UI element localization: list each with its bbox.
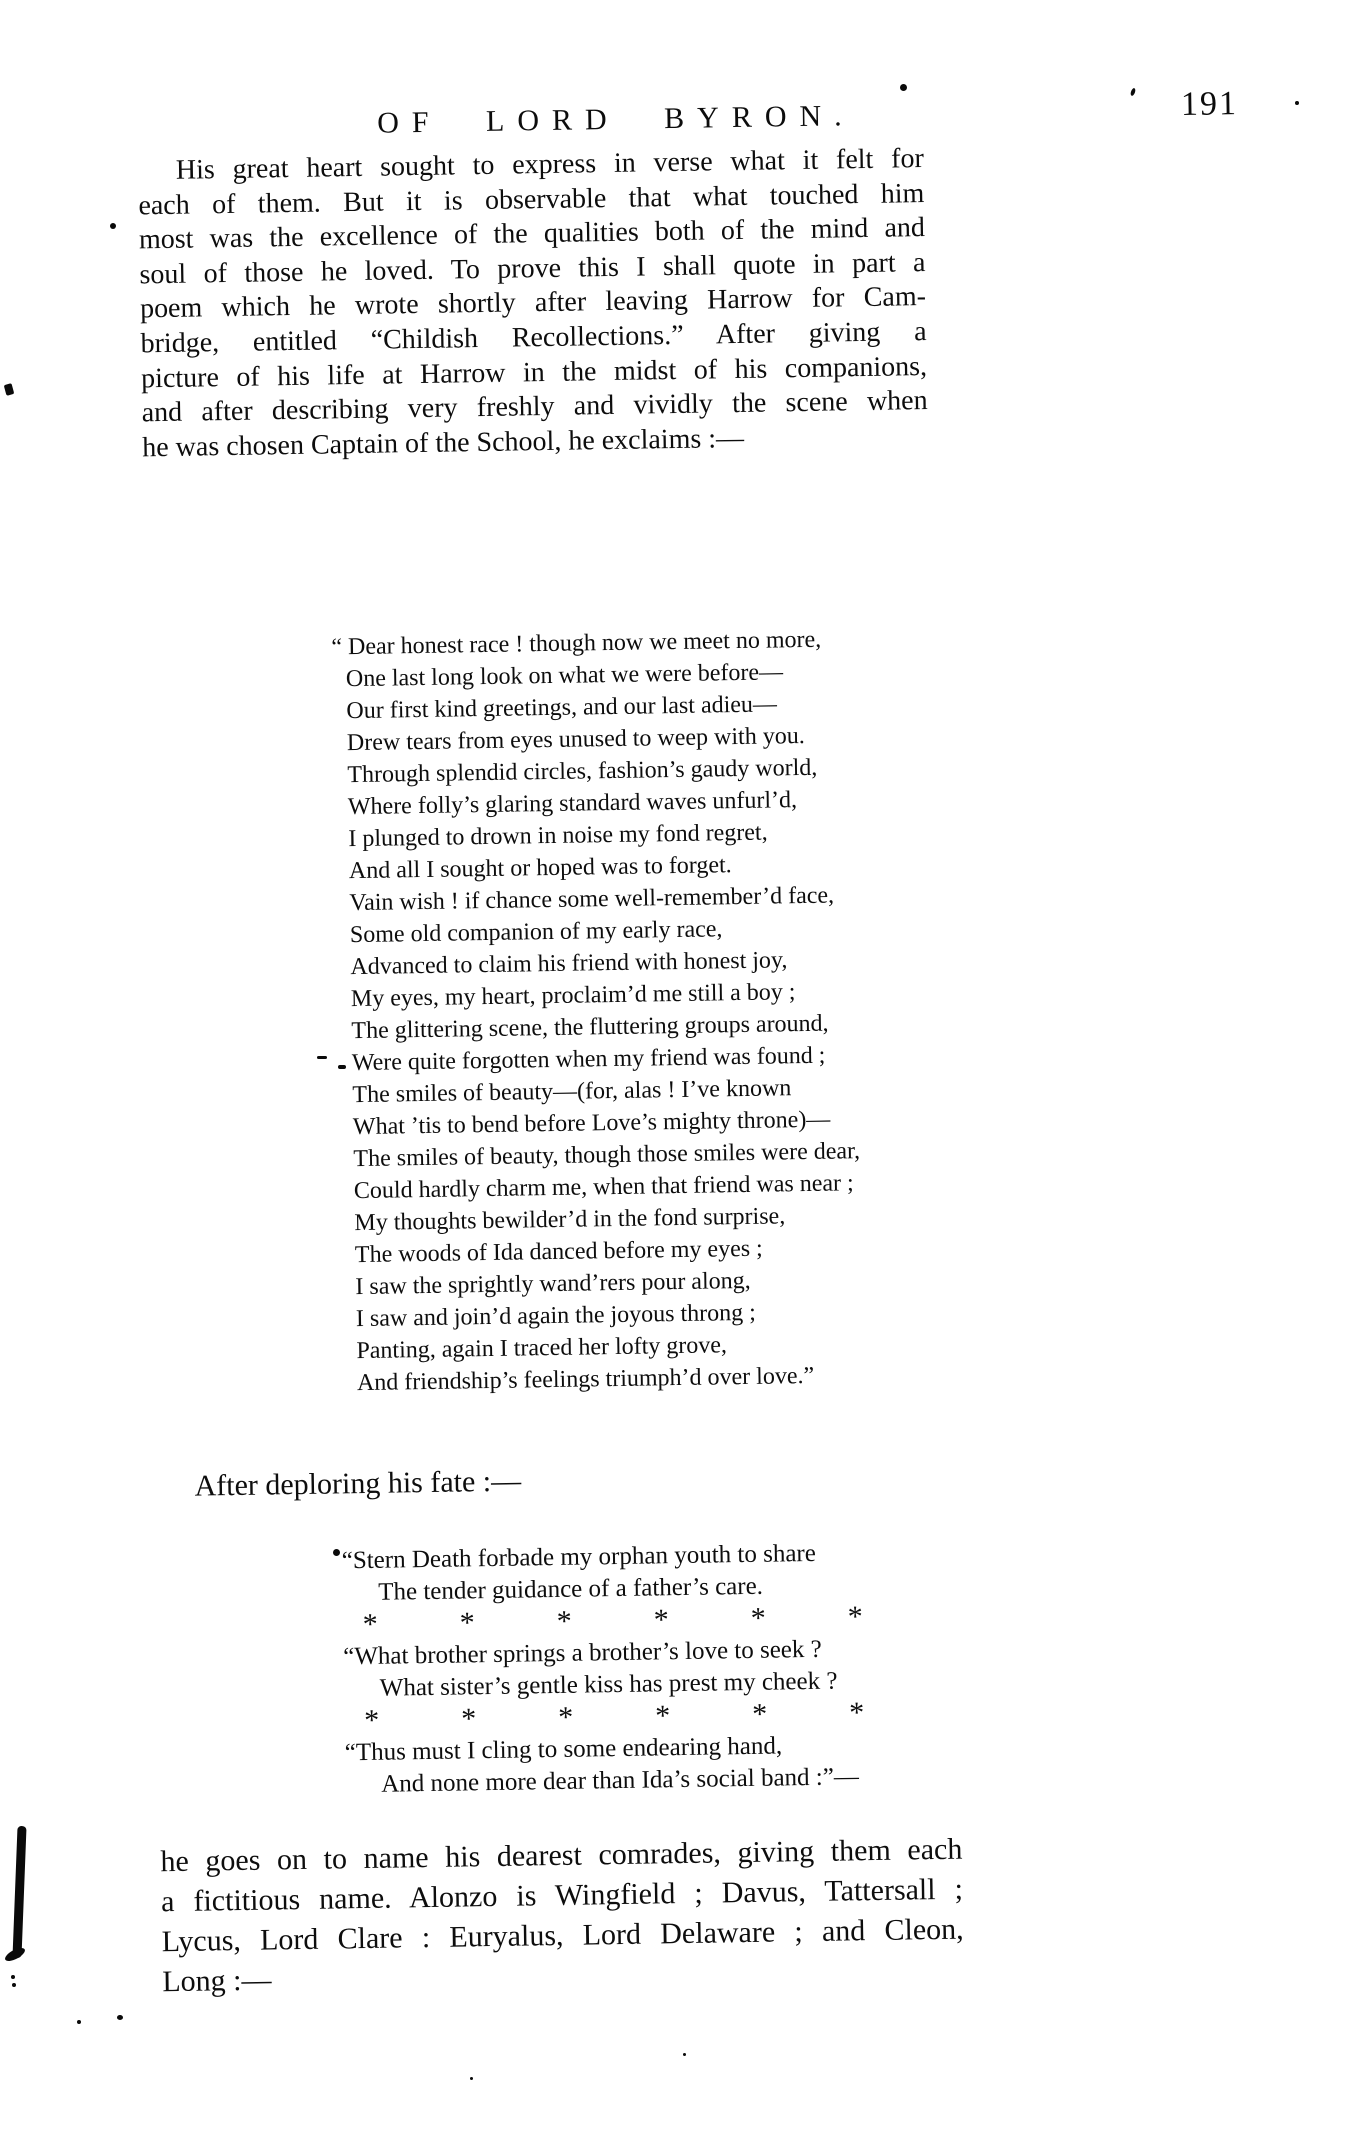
poem-childish-recollections [331, 623, 864, 1399]
poem-line: Were quite forgotten when my friend was found ; [351, 1042, 826, 1077]
paragraph-line: a fictitious name. Alonzo is Wingfield ; Davus, Tattersall ; [160, 1872, 964, 1919]
poem-line: And friendship’s feelings triumph’d over love.” [356, 1362, 815, 1397]
poem-line: My eyes, my heart, proclaim’d me still a boy ; [350, 979, 796, 1013]
opening-paragraph [138, 142, 929, 466]
ink-speck [900, 84, 907, 91]
ink-speck [77, 2020, 81, 2024]
poem-line: The woods of Ida danced before my eyes ; [354, 1235, 763, 1269]
verse-line: What sister’s gentle kiss has prest my cheek ? [379, 1667, 838, 1702]
stanza-stern-death [341, 1537, 863, 1609]
ink-speck [333, 1549, 340, 1556]
verse-line: “What brother springs a brother’s love to seek ? [343, 1635, 822, 1671]
asterisk: * [556, 1604, 572, 1638]
poem-line: And all I sought or hoped was to forget. [348, 852, 732, 885]
asterisk: * [847, 1600, 863, 1634]
paragraph-line: Lycus, Lord Clare : Euryalus, Lord Delaware ; and Cleon, [161, 1912, 964, 1959]
verse-line: “Thus must I cling to some endearing hand, [344, 1732, 783, 1767]
poem-line: “ Dear honest race ! though now we meet no more, [331, 626, 822, 661]
page-number: 191 [1180, 85, 1239, 123]
poem-line: What ’tis to bend before Love’s mighty throne)— [352, 1106, 831, 1141]
paragraph-line: bridge, entitled “Childish Recollections.” After giving a [140, 315, 927, 360]
ink-speck [1295, 101, 1299, 105]
paragraph-line: soul of those he loved. To prove this I shall quote in part a [139, 246, 926, 291]
poem-line: The smiles of beauty, though those smiles were dear, [353, 1138, 861, 1173]
poem-line: I saw and join’d again the joyous throng ; [355, 1299, 757, 1333]
poem-line: One last long look on what we were before— [345, 659, 784, 693]
running-header: OF LORD BYRON. [376, 99, 855, 140]
ink-speck [117, 2015, 123, 2020]
asterisk: * [459, 1606, 475, 1640]
verse-line: And none more dear than Ida’s social band :”— [381, 1763, 860, 1798]
stanza-what-brother [343, 1633, 864, 1705]
asterisk: * [363, 1703, 380, 1738]
ink-speck [11, 1975, 15, 1979]
ink-speck [12, 1983, 16, 1987]
poem-line: Where folly’s glaring standard waves unfurl’d, [347, 787, 798, 821]
poem-line: My thoughts bewilder’d in the fond surprise, [354, 1203, 786, 1237]
paragraph-line: most was the excellence of the qualities both of the mind and [138, 212, 926, 256]
paragraph-line: Long :— [162, 1963, 272, 1999]
poem-line: Our first kind greetings, and our last adieu— [346, 691, 778, 725]
poem-line: Through splendid circles, fashion’s gaudy world, [347, 754, 818, 789]
poem-line: Vain wish ! if chance some well-remember’d face, [349, 882, 835, 917]
asterisk: * [653, 1603, 669, 1637]
asterisk: * [460, 1702, 477, 1736]
poem-line: Drew tears from eyes unused to weep with you. [346, 722, 805, 757]
ink-speck [683, 2053, 686, 2056]
verse-line: The tender guidance of a father’s care. [378, 1572, 764, 1606]
paragraph-line: he goes on to name his dearest comrades, giving them each [160, 1832, 963, 1879]
ink-speck [110, 223, 116, 229]
poem-line: The smiles of beauty—(for, alas ! I’ve known [352, 1075, 792, 1109]
poem-line: I plunged to drown in noise my fond regret, [348, 819, 768, 853]
asterisk: * [362, 1607, 379, 1642]
paragraph-line: and after describing very freshly and vividly the scene when [141, 385, 928, 429]
verse-line: “Stern Death forbade my orphan youth to share [341, 1539, 817, 1575]
poem-line: I saw the sprightly wand’rers pour along, [355, 1267, 751, 1301]
ink-speck [470, 2077, 473, 2080]
poem-line: Some old companion of my early race, [349, 916, 723, 949]
poem-line: The glittering scene, the fluttering groups around, [351, 1010, 829, 1045]
paragraph-line: each of them. But it is observable that what touched him [138, 177, 925, 221]
asterisk: * [557, 1700, 574, 1734]
asterisk: * [751, 1697, 768, 1731]
paragraph-line: poem which he wrote shortly after leaving Harrow for Cam- [139, 281, 927, 325]
ink-speck [317, 1056, 327, 1059]
asterisk: * [848, 1696, 865, 1730]
closing-paragraph [160, 1830, 964, 2003]
asterisk: * [654, 1699, 671, 1733]
ink-speck [338, 1065, 346, 1069]
asterisk: * [750, 1601, 766, 1635]
paragraph-line: he was chosen Captain of the School, he exclaims :— [141, 422, 745, 464]
poem-line: Could hardly charm me, when that friend was near ; [353, 1170, 854, 1205]
verse-fragments [341, 1537, 866, 1801]
interlude-text: After deploring his fate :— [194, 1464, 522, 1503]
paragraph-line: His great heart sought to express in verse what it felt for [175, 143, 925, 186]
poem-line: Advanced to claim his friend with honest joy, [350, 947, 788, 981]
stanza-thus-must-i-cling [344, 1729, 866, 1801]
poem-line: Panting, again I traced her lofty grove, [356, 1332, 728, 1365]
paragraph-line: picture of his life at Harrow in the midst of his companions, [140, 350, 928, 394]
